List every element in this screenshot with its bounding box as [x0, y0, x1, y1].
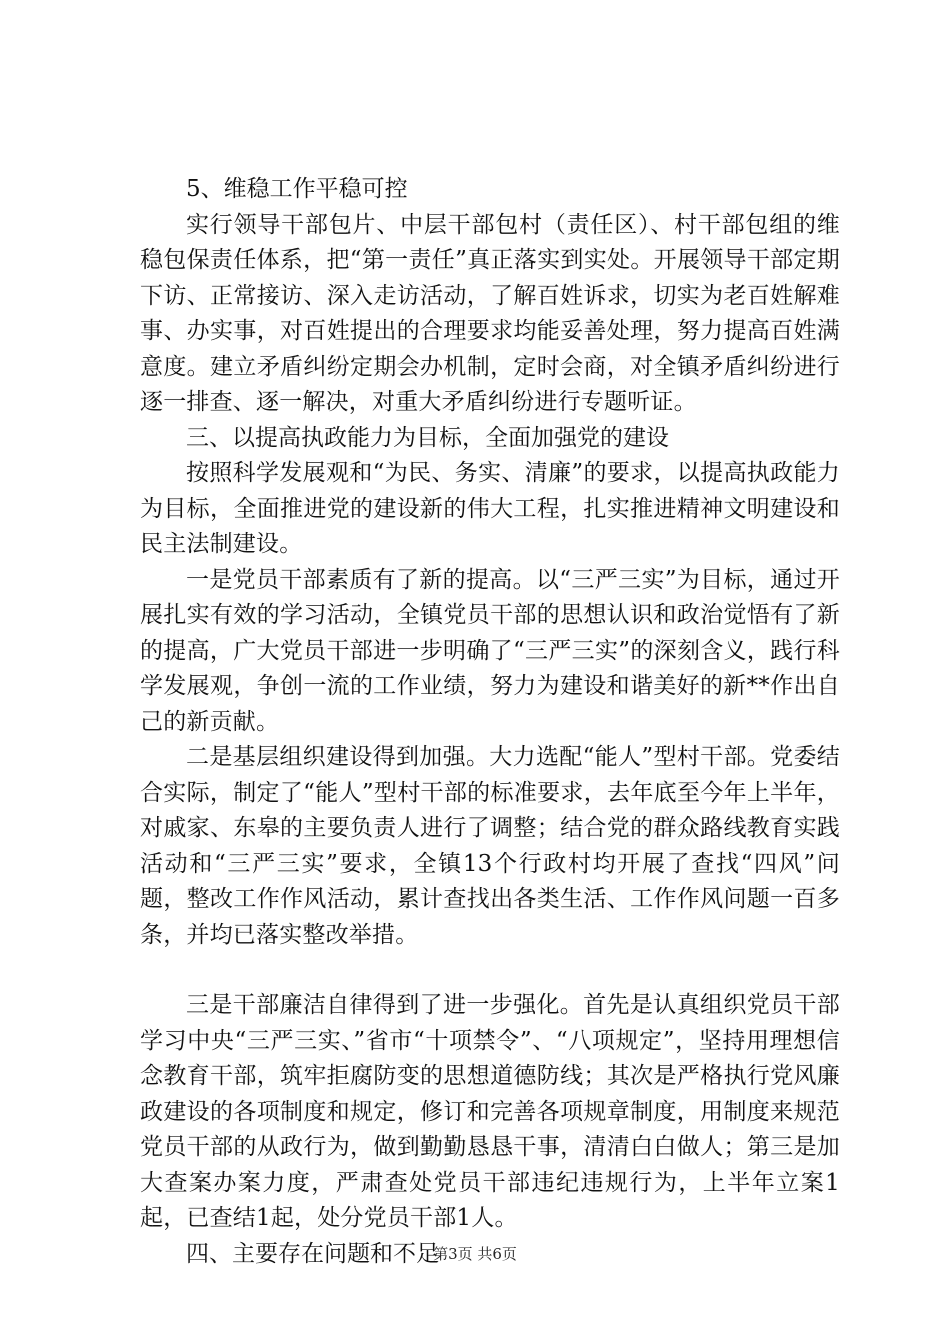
section-3-heading: 三、以提高执政能力为目标，全面加强党的建设 [186, 424, 669, 451]
point-1-paragraph: 一是党员干部素质有了新的提高。以“三严三实”为目标，通过开展扎实有效的学习活动，全镇党员干部的思想认识和政治觉悟有了新的提高，广大党员干部进一步明确了“三严三实”的深刻含义，践行科学发展观，争创一流的工作业绩，努力为建设和谐美好的新**作出自己的新贡献。 [140, 566, 840, 735]
point-3-paragraph: 三是干部廉洁自律得到了进一步强化。首先是认真组织党员干部学习中央“三严三实、”省市“十项禁令”、“八项规定”，坚持用理想信念教育干部，筑牢拒腐防变的思想道德防线；其次是严格执行党风廉政建设的各项制度和规定，修订和完善各项规章制度，用制度来规范党员干部的从政行为，做到勤勤恳恳干事，清清白白做人；第三是加大查案办案力度，严肃查处党员干部违纪违规行为，上半年立案1起，已查结1起，处分党员干部1人。 [140, 992, 840, 1231]
page-footer: 第3页 共6页 [433, 1245, 517, 1263]
paragraph-gap [140, 953, 840, 988]
point-2-paragraph: 二是基层组织建设得到加强。大力选配“能人”型村干部。党委结合实际，制定了“能人”型村干部的标准要求，去年底至今年上半年，对戚家、东皋的主要负责人进行了调整；结合党的群众路线教育实践活动和“三严三实”要求，全镇13个行政村均开展了查找“四风”问题，整改工作作风活动，累计查找出各类生活、工作作风问题一百多条，并均已落实整改举措。 [140, 744, 840, 948]
section-5-paragraph: 实行领导干部包片、中层干部包村（责任区）、村干部包组的维稳包保责任体系，把“第一责任”真正落实到实处。开展领导干部定期下访、正常接访、深入走访活动，了解百姓诉求，切实为老百姓解难事、办实事，对百姓提出的合理要求均能妥善处理，努力提高百姓满意度。建立矛盾纠纷定期会办机制，定时会商，对全镇矛盾纠纷进行逐一排查、逐一解决，对重大矛盾纠纷进行专题听证。 [140, 211, 840, 415]
section-5-heading: 5、维稳工作平稳可控 [186, 176, 408, 202]
section-4-heading: 四、主要存在问题和不足 [186, 1240, 439, 1267]
section-3-intro-paragraph: 按照科学发展观和“为民、务实、清廉”的要求，以提高执政能力为目标，全面推进党的建设新的伟大工程，扎实推进精神文明建设和民主法制建设。 [140, 460, 840, 557]
document-body [140, 172, 840, 1272]
